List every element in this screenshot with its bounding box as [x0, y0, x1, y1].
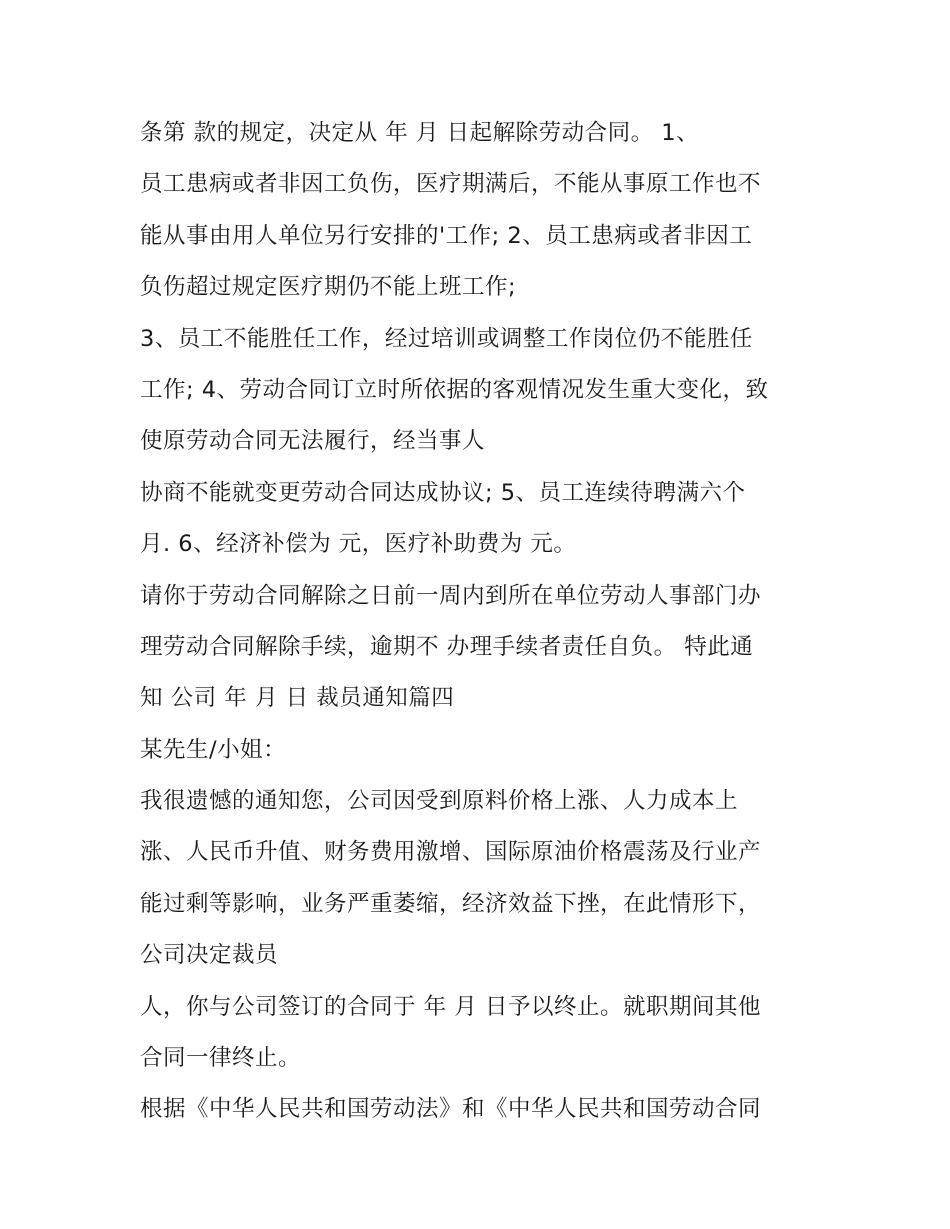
- text-line-19: 合同一律终止。: [140, 1045, 302, 1072]
- text-line-11: 理劳动合同解除手续，逾期不 办理手续者责任自负。 特此通: [140, 633, 754, 660]
- text-line-20: 根据《中华人民共和国劳动法》和《中华人民共和国劳动合同: [140, 1096, 762, 1123]
- text-line-2: 员工患病或者非因工负伤，医疗期满后，不能从事原工作也不: [140, 171, 762, 198]
- text-line-10: 请你于劳动合同解除之日前一周内到所在单位劳动人事部门办: [140, 582, 762, 609]
- text-line-16: 能过剩等影响，业务严重萎缩，经济效益下挫，在此情形下，: [140, 890, 762, 917]
- text-line-5: 3、员工不能胜任工作，经过培训或调整工作岗位仍不能胜任: [140, 325, 753, 352]
- document-body: [140, 108, 830, 1136]
- text-line-15: 涨、人民币升值、财务费用激增、国际原油价格震荡及行业产: [140, 839, 762, 866]
- text-line-1: 条第 款的规定，决定从 年 月 日起解除劳动合同。 1、: [140, 120, 700, 146]
- text-line-7: 使原劳动合同无法履行，经当事人: [140, 428, 486, 455]
- text-line-14: 我很遗憾的通知您，公司因受到原料价格上涨、人力成本上: [140, 788, 739, 815]
- text-line-6: 工作; 4、劳动合同订立时所依据的客观情况发生重大变化，致: [140, 376, 769, 403]
- text-line-8: 协商不能就变更劳动合同达成协议; 5、员工连续待聘满六个: [140, 479, 746, 506]
- salutation-line: 某先生/小姐：: [140, 736, 287, 763]
- text-line-18: 人，你与公司签订的合同于 年 月 日予以终止。就职期间其他: [140, 993, 761, 1020]
- text-line-12: 知 公司 年 月 日 裁员通知篇四: [140, 685, 455, 712]
- text-line-9: 月. 6、经济补偿为 元，医疗补助费为 元。: [140, 531, 577, 558]
- text-line-4: 负伤超过规定医疗期仍不能上班工作;: [140, 274, 517, 301]
- text-line-17: 公司决定裁员: [140, 942, 279, 969]
- text-line-3: 能从事由用人单位另行安排的'工作; 2、员工患病或者非因工: [140, 222, 753, 249]
